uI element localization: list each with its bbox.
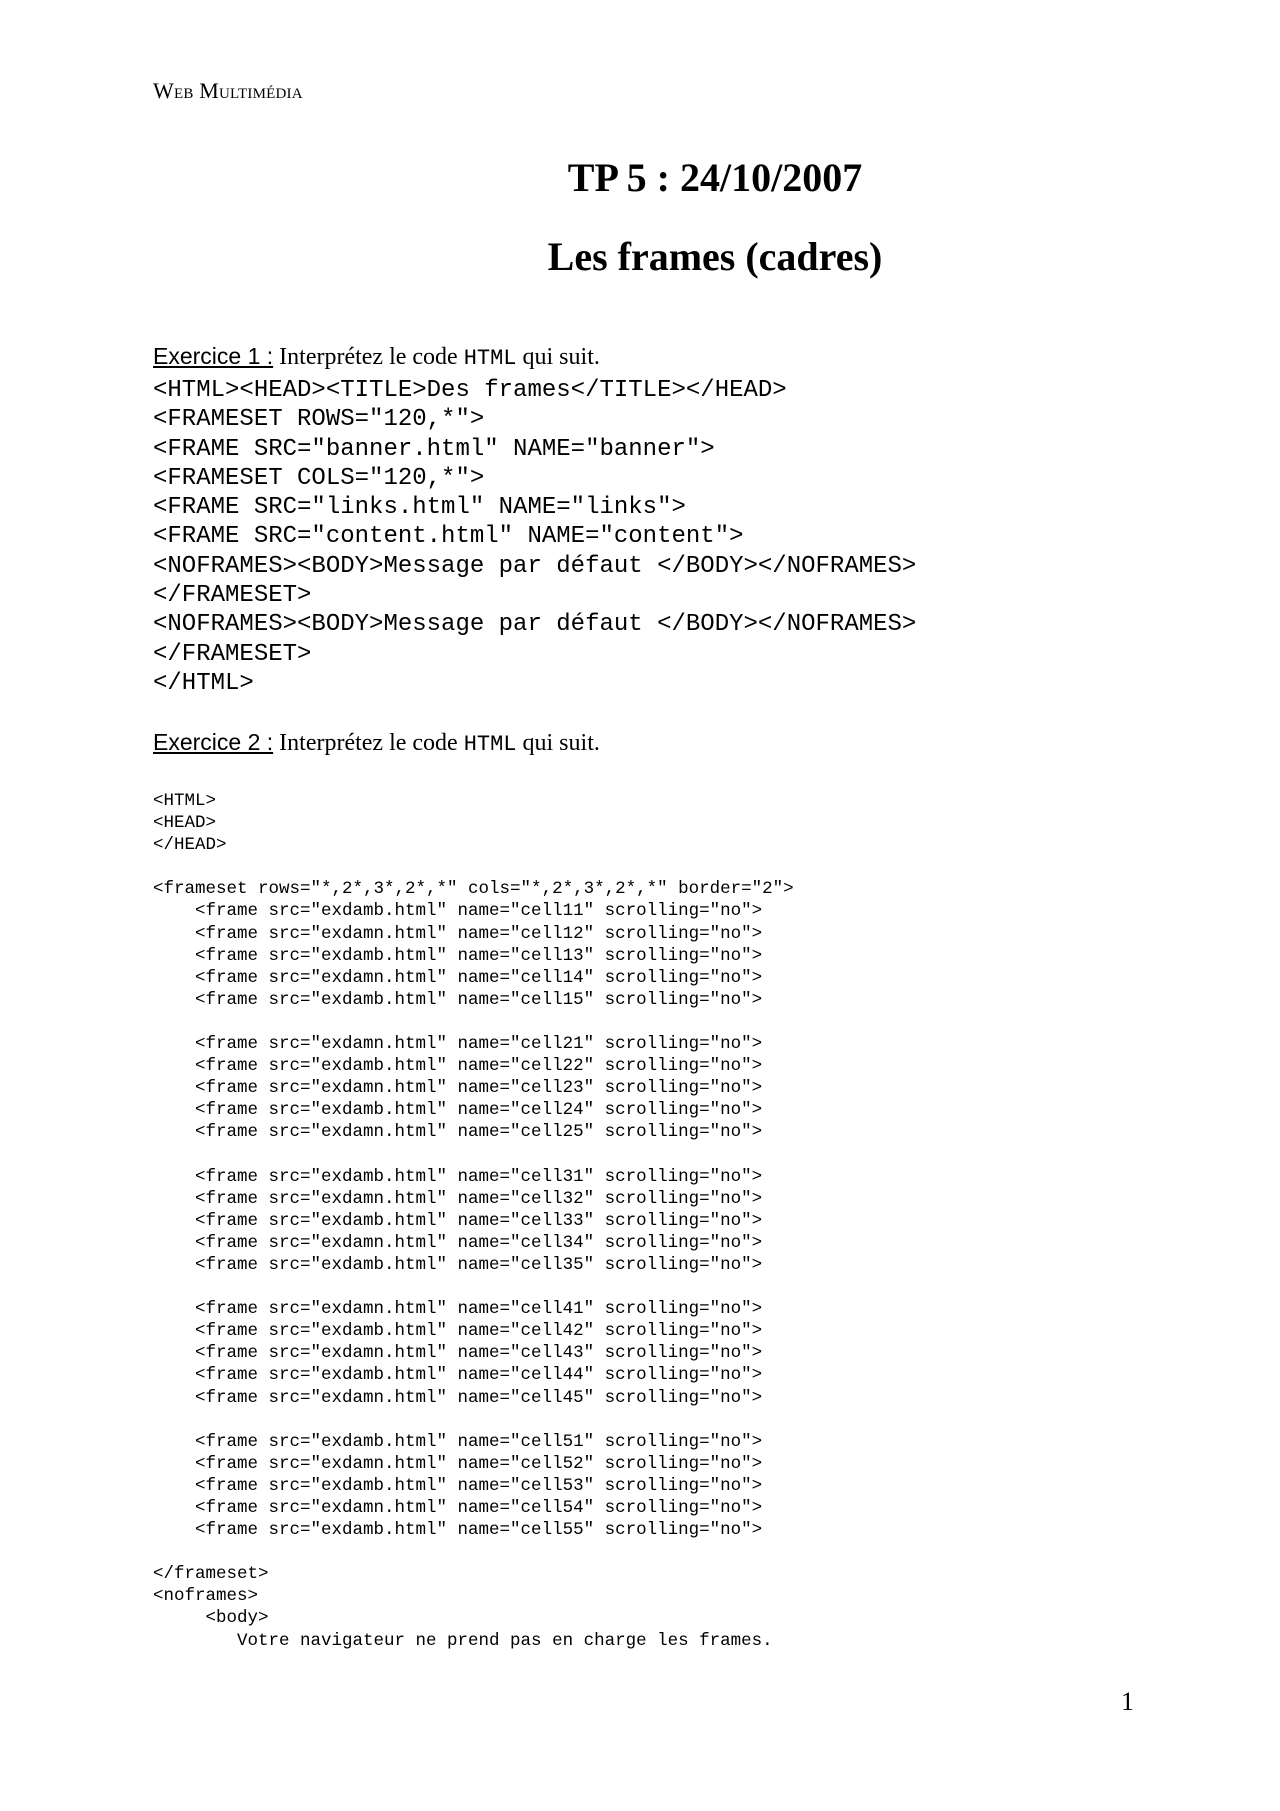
code-line: <HTML> <box>153 791 217 811</box>
code-line: <frame src="exdamn.html" name="cell21" scrolling="no"> <box>153 1034 763 1055</box>
code-line <box>153 1011 794 1033</box>
code-line: <NOFRAMES><BODY>Message par défaut </BODY></NOFRAMES> <box>153 611 917 639</box>
code-line: <frame src="exdamn.html" name="cell43" scrolling="no"> <box>153 1343 763 1364</box>
page-title: TP 5 : 24/10/2007 <box>567 155 863 200</box>
code-line: </FRAMESET> <box>153 582 312 610</box>
code-line: <frame src="exdamb.html" name="cell33" scrolling="no"> <box>153 1210 763 1231</box>
exercise-2-text-before: Interprétez le code <box>273 730 464 756</box>
code-line: </HEAD> <box>153 835 227 856</box>
page-subtitle: Les frames (cadres) <box>547 234 883 279</box>
code-line: <frame src="exdamn.html" name="cell52" scrolling="no"> <box>153 1453 763 1474</box>
exercise-1-text-after: qui suit. <box>516 344 600 370</box>
code-line: <frame src="exdamb.html" name="cell55" scrolling="no"> <box>153 1520 763 1541</box>
exercise-2-code-word: HTML <box>463 732 517 757</box>
code-line: <frame src="exdamn.html" name="cell54" scrolling="no"> <box>153 1498 763 1518</box>
code-line <box>153 1144 794 1166</box>
code-line <box>153 856 794 878</box>
code-line: <HEAD> <box>153 813 217 834</box>
code-line: <frame src="exdamn.html" name="cell12" scrolling="no"> <box>153 923 763 944</box>
exercise-1-code-block <box>153 376 916 698</box>
code-line: <frame src="exdamn.html" name="cell41" scrolling="no"> <box>153 1299 763 1320</box>
code-line <box>153 1409 794 1431</box>
code-line: <frame src="exdamn.html" name="cell25" scrolling="no"> <box>153 1122 763 1143</box>
code-line: <NOFRAMES><BODY>Message par défaut </BODY></NOFRAMES> <box>153 552 917 580</box>
code-line: <body> <box>153 1608 269 1629</box>
code-line <box>153 1541 794 1563</box>
exercise-2-code-block <box>153 790 794 1652</box>
exercise-2-text-after: qui suit. <box>516 730 600 756</box>
exercise-2-label: Exercice 2 : <box>153 729 274 755</box>
code-line: </frameset> <box>153 1564 269 1585</box>
code-line: <frame src="exdamb.html" name="cell53" scrolling="no"> <box>153 1475 763 1496</box>
code-line: </HTML> <box>153 669 254 697</box>
code-line: <FRAME SRC="banner.html" NAME="banner"> <box>153 435 715 463</box>
code-line: <frame src="exdamb.html" name="cell11" scrolling="no"> <box>153 901 763 922</box>
code-line: <frame src="exdamb.html" name="cell31" scrolling="no"> <box>153 1166 763 1187</box>
code-line: <frame src="exdamn.html" name="cell34" scrolling="no"> <box>153 1232 763 1253</box>
code-line: <frame src="exdamb.html" name="cell42" scrolling="no"> <box>153 1321 763 1342</box>
exercise-1-heading <box>153 343 600 371</box>
code-line: <frame src="exdamb.html" name="cell51" scrolling="no"> <box>153 1431 763 1452</box>
code-line: <FRAME SRC="content.html" NAME="content"> <box>153 523 744 551</box>
code-line: <frameset rows="*,2*,3*,2*,*" cols="*,2*,3*,2*,*" border="2"> <box>153 879 794 900</box>
code-line: <FRAMESET ROWS="120,*"> <box>153 406 485 434</box>
code-line: <frame src="exdamb.html" name="cell15" scrolling="no"> <box>153 989 763 1010</box>
code-line: <FRAME SRC="links.html" NAME="links"> <box>153 494 686 522</box>
code-line: Votre navigateur ne prend pas en charge les frames. <box>153 1630 773 1651</box>
exercise-1-label: Exercice 1 : <box>153 343 274 369</box>
code-line: <HTML><HEAD><TITLE>Des frames</TITLE></HEAD> <box>153 377 787 404</box>
code-line: <frame src="exdamb.html" name="cell22" scrolling="no"> <box>153 1056 763 1077</box>
running-header: Web Multimédia <box>153 78 303 103</box>
code-line: <frame src="exdamn.html" name="cell32" scrolling="no"> <box>153 1188 763 1209</box>
code-line: <frame src="exdamb.html" name="cell44" scrolling="no"> <box>153 1365 763 1386</box>
code-line: <frame src="exdamb.html" name="cell35" scrolling="no"> <box>153 1254 763 1275</box>
code-line: <frame src="exdamn.html" name="cell14" scrolling="no"> <box>153 967 763 988</box>
page-number: 1 <box>1121 1687 1134 1716</box>
exercise-1-text-before: Interprétez le code <box>273 344 464 370</box>
code-line: <frame src="exdamn.html" name="cell45" scrolling="no"> <box>153 1387 763 1408</box>
code-line: </FRAMESET> <box>153 640 312 668</box>
code-line: <FRAMESET COLS="120,*"> <box>153 464 485 492</box>
code-line: <frame src="exdamn.html" name="cell23" scrolling="no"> <box>153 1078 763 1099</box>
exercise-1-code-word: HTML <box>463 346 517 371</box>
code-line <box>153 1276 794 1298</box>
code-line: <noframes> <box>153 1586 259 1607</box>
code-line: <frame src="exdamb.html" name="cell24" scrolling="no"> <box>153 1100 763 1121</box>
exercise-2-heading <box>153 729 600 757</box>
code-line: <frame src="exdamb.html" name="cell13" scrolling="no"> <box>153 945 763 966</box>
